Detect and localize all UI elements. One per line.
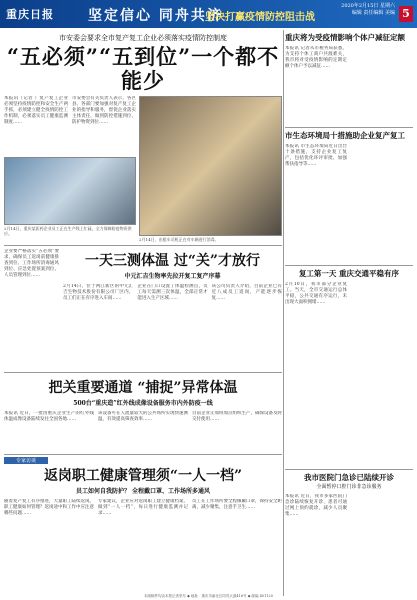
right-story3-columns (285, 282, 413, 466)
right-story2-title: 市生态环境局十措施助企业复产复工 (285, 131, 405, 140)
story4-columns (4, 499, 282, 567)
right-story4-title: 我市医院门急诊已陆续开诊 (304, 473, 394, 482)
story4-col-3: 员工在工作场所要全程佩戴口罩，保持安全距离，减少聚集，注意手卫生…… (192, 499, 282, 510)
story4-col-2: 专家建议，企业应对返岗职工建立健康档案，做到“一人一档”，每日进行健康监测并记录…… (98, 499, 188, 516)
story2 (63, 246, 282, 369)
lead-text-block (4, 96, 136, 242)
story3-col-1: 本报讯 近日，一批由重庆企业生产的红外线体温成像设备陆续发往全国各地…… (4, 411, 94, 422)
lead-text-columns (4, 96, 136, 154)
page-number: 5 (399, 6, 413, 22)
story3-columns (4, 411, 282, 451)
section-divider-3 (4, 454, 282, 455)
right-divider-3 (285, 469, 413, 470)
column-divider (283, 30, 284, 596)
right-story1-text: 本报讯 记者从市税务局获悉，为支持个体工商户共渡难关，我市将对受疫情影响的定期定额个体户予以减征…… (285, 46, 347, 69)
story2-headline: 一天三测体温 过“关”才放行 (85, 253, 260, 269)
story4-headline: 返岗职工健康管理须“一人一档” (43, 468, 243, 484)
right-story1-columns (285, 46, 413, 124)
right-story1-title: 重庆将为受疫情影响个体户减征定额 (285, 33, 405, 42)
story2-subhead: 中元汇吉生物率先拉开复工复产序幕 (124, 273, 221, 280)
right-story2-columns (285, 144, 413, 262)
right-story3-text-cont (351, 282, 413, 466)
newspaper-logo: 重庆日报 (6, 8, 54, 21)
masthead-slogan: 坚定信心 同舟共济 (88, 8, 223, 24)
editor-line: 编辑 责任编辑 美编 (351, 10, 395, 16)
right-story2-text: 本报讯 市生态环境局近日出台十条措施，支持企业复工复产，包括优化环评审批、加强帮扶指导等…… (285, 144, 347, 167)
right-story3-text: 2月10日，我市部分企业复工。当天，全市交通运行总体平稳，公共交通有序运行，未出现大面积拥堵…… (285, 282, 347, 305)
lead-photo-block (139, 96, 282, 242)
row-2 (4, 246, 282, 369)
lead-col-2: 市安委会有关负责人表示，各区县、各部门要加强对复产复工企业的指导和服务，督促企业落实主体责任，做到防控措施到位、防护物资到位…… (72, 96, 136, 125)
story2-columns (63, 284, 282, 346)
masthead-slogan-2: 坚决打赢疫情防控阻击战 (205, 12, 315, 23)
lead-kicker: 市安委会要求全市复产复工企业必须落实疫情防控制度 (59, 34, 227, 42)
story3-headline: 把关重要通道 “捕捉”异常体温 (48, 380, 238, 396)
story2-col-2: 企业在门口设置了体温检测点，员工每天需测三次体温，全部正常才能进入生产区域…… (137, 284, 208, 301)
right-divider-1 (285, 127, 413, 128)
lead-headline: “五必须”“五到位”一个都不能少 (6, 44, 280, 93)
story2-col-3: 该公司负责人介绍，目前企业已有近八成员工返岗，产能逐步恢复…… (211, 284, 282, 301)
right-story4-text-cont (351, 494, 413, 570)
lead-photo-right-caption: 2月14日，出租车司机正在对车辆进行消毒。 (139, 237, 219, 242)
right-story4-text: 本报讯 近日，我市多家医院门急诊陆续恢复开诊，患者可通过网上预约就诊，减少人员聚集…… (285, 494, 347, 517)
lead-top (4, 96, 282, 242)
lead-photo-left-caption: 2月14日，重庆某医药企业员工正在生产线上忙碌，全力保障防疫物资供应。 (4, 226, 132, 236)
right-story2-text-cont (351, 144, 413, 262)
right-column (285, 30, 413, 570)
main-column (4, 30, 282, 567)
right-story4-subhead: 全面暂停口腔门诊非急诊服务 (316, 484, 382, 490)
story3-col-3: 目前企业正加班加点组织生产，确保设备及时交付使用…… (192, 411, 282, 422)
page-footer: 本版稿件均由本报记者采写 ◆ 地址：重庆市渝北区同茂大道416号 ◆ 邮编 401120 (144, 594, 273, 598)
story4-subhead: 员工如何自我防护？ 全程戴口罩、工作场所多通风 (75, 488, 211, 495)
lead-photo-left (4, 157, 136, 225)
story3-subhead: 500台“重庆造”红外线成像设备服务市内外防疫一线 (73, 400, 213, 407)
issue-date: 2020年2月15日 星期六 (341, 3, 395, 9)
right-divider-2 (285, 265, 413, 266)
right-story4-columns (285, 494, 413, 570)
lead-col-3: 企业要严格落实“五必须”要求，确保员工返岗前健康排查到位、工作场所消毒通风到位、应急处置预案到位、人员管理到位…… (4, 249, 59, 278)
story3-col-2: 该设备可在人流量较大的公共场所实现快速测温，有效提高筛查效率…… (98, 411, 188, 422)
lead-photo-right (139, 96, 282, 236)
section-divider-2 (4, 372, 282, 373)
story4-label: 专家访谈 (4, 457, 48, 464)
lead-col-1: 本报讯（记者 ）复产复工企业必须坚持疫情防控和安全生产两手抓，必须建立健全疫情防控工作机制，必须落实员工健康监测制度…… (4, 96, 68, 125)
story4-col-1: 随着复产复工有序推进，大量职工陆续返岗。职工健康如何管理？返岗途中和工作中应注意哪些问题…… (4, 499, 94, 516)
story2-col-1: 2月14日，位于两江新区的中元汇吉生物技术股份有限公司厂区内，员工们正在有序进入车间…… (63, 284, 134, 301)
right-story1-text-cont (351, 46, 413, 124)
masthead (0, 0, 417, 28)
masthead-meta (341, 3, 395, 17)
right-story3-title: 复工第一天 重庆交通平稳有序 (298, 269, 400, 278)
